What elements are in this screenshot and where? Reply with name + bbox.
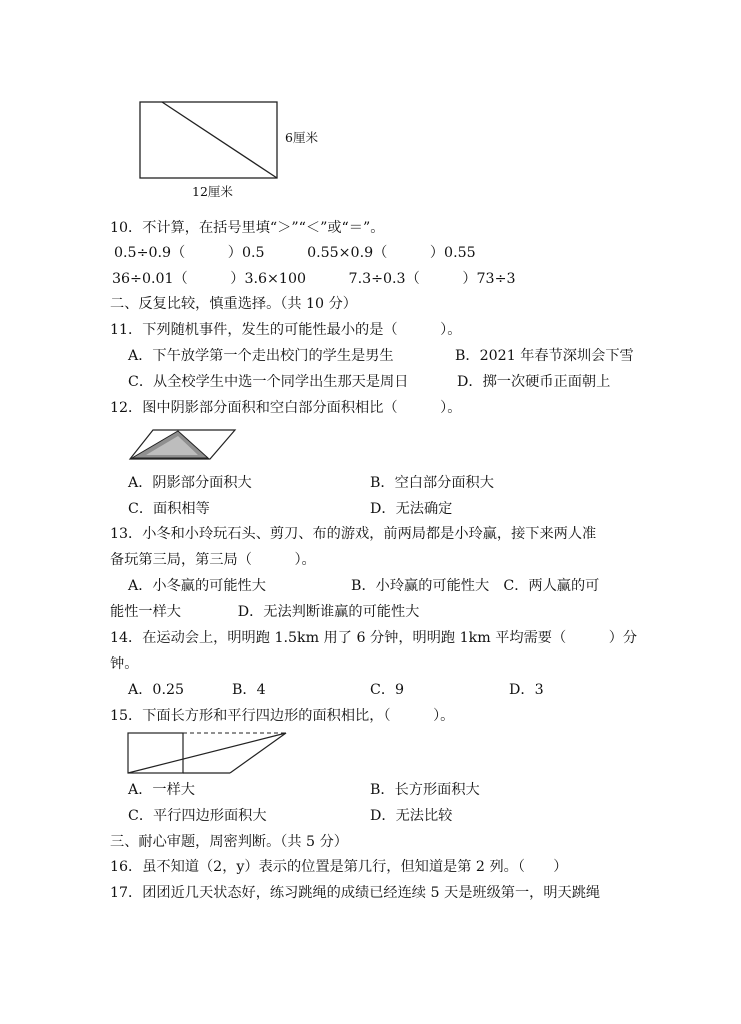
rect-width-label: 12厘米 — [192, 184, 233, 199]
q15-option-d: D．无法比较 — [370, 808, 453, 824]
q15-option-c: C．平行四边形面积大 — [128, 808, 267, 824]
q11-option-b: B．2021 年春节深圳会下雪 — [455, 348, 634, 364]
rectangle-parallelogram-figure — [126, 730, 290, 776]
q10-stem: 10．不计算，在括号里填“＞”“＜”或“＝”。 — [110, 220, 385, 236]
section3-heading: 三、耐心审题，周密判断。（共 5 分） — [110, 834, 348, 850]
rectangle-diagonal-figure — [130, 95, 340, 205]
q13-line3: A．小冬赢的可能性大 B．小玲赢的可能性大 C．两人赢的可 — [128, 578, 600, 594]
q12-option-c: C．面积相等 — [128, 501, 210, 517]
section2-heading: 二、反复比较，慎重选择。（共 10 分） — [110, 296, 357, 312]
q13-line4: 能性一样大 D．无法判断谁赢的可能性大 — [110, 604, 420, 620]
q15-option-b: B．长方形面积大 — [370, 782, 480, 798]
q11-stem: 11．下列随机事件，发生的可能性最小的是（ ）。 — [110, 322, 462, 338]
q14-option-d: D．3 — [509, 682, 544, 698]
q10-row1: 0.5÷0.9（ ）0.5 0.55×0.9（ ）0.55 — [114, 245, 476, 261]
q13-line2: 备玩第三局，第三局（ ）。 — [110, 552, 316, 568]
q14-line2: 钟。 — [110, 656, 139, 672]
q11-option-a: A．下午放学第一个走出校门的学生是男生 — [128, 348, 394, 364]
q14-option-a: A．0.25 — [128, 682, 185, 698]
q15-stem: 15．下面长方形和平行四边形的面积相比，（ ）。 — [110, 708, 455, 724]
q11-option-d: D．掷一次硬币正面朝上 — [457, 374, 611, 390]
q14-option-b: B．4 — [232, 682, 266, 698]
q14-option-c: C．9 — [370, 682, 405, 698]
q12-stem: 12．图中阴影部分面积和空白部分面积相比（ ）。 — [110, 400, 462, 416]
q17: 17．团团近几天状态好，练习跳绳的成绩已经连续 5 天是班级第一，明天跳绳 — [110, 885, 601, 901]
q13-line1: 13．小冬和小玲玩石头、剪刀、布的游戏，前两局都是小玲赢，接下来两人准 — [110, 526, 597, 542]
q16: 16．虽不知道（2，y）表示的位置是第几行，但知道是第 2 列。（ ） — [110, 859, 568, 875]
parallelogram-shaded-figure — [128, 428, 240, 462]
q11-option-c: C．从全校学生中选一个同学出生那天是周日 — [128, 374, 409, 390]
q12-option-b: B．空白部分面积大 — [370, 475, 494, 491]
q12-option-d: D．无法确定 — [370, 501, 453, 517]
q14-line1: 14．在运动会上，明明跑 1.5km 用了 6 分钟，明明跑 1km 平均需要（ ）分 — [110, 630, 638, 646]
rect-height-label: 6厘米 — [285, 130, 318, 145]
q10-row2: 36÷0.01（ ）3.6×100 7.3÷0.3（ ）73÷3 — [112, 271, 516, 287]
q15-option-a: A．一样大 — [128, 782, 195, 798]
q12-option-a: A．阴影部分面积大 — [128, 475, 252, 491]
